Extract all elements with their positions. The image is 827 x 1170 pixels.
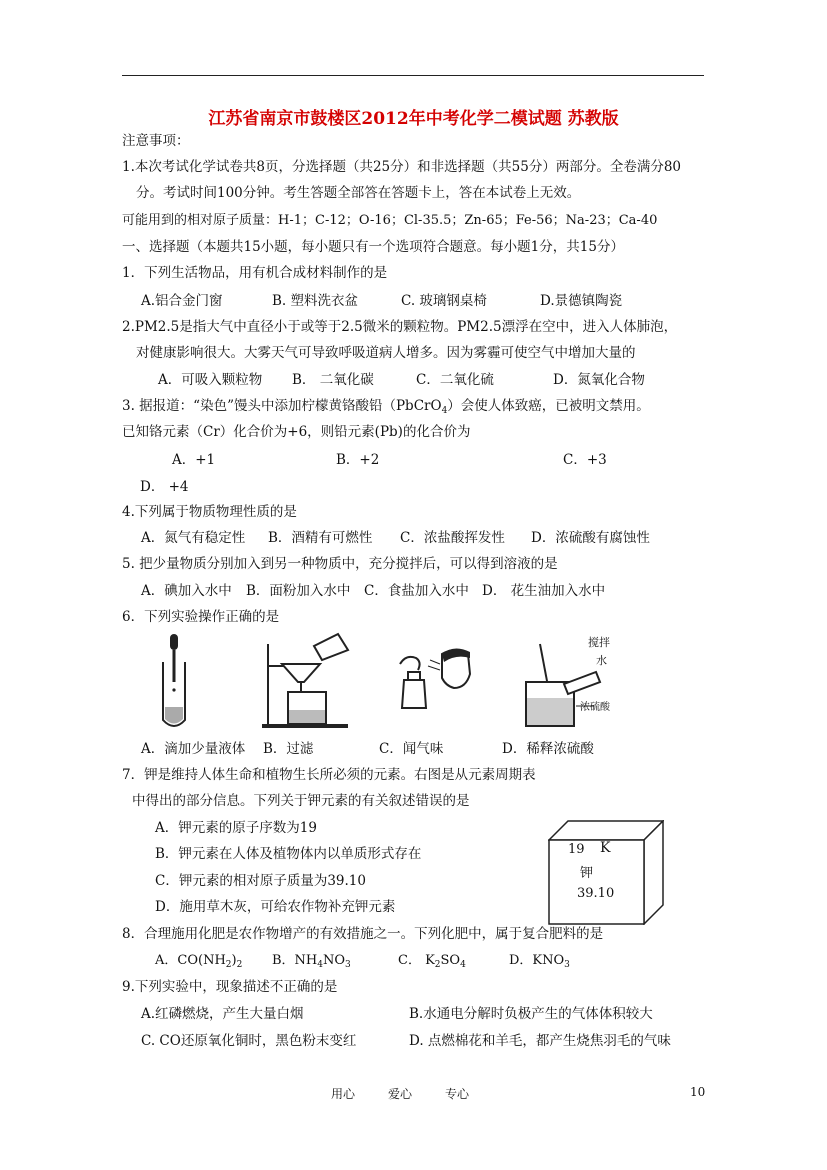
footer-motto-3: 专心	[445, 1087, 470, 1101]
dropper-test-tube-figure	[150, 632, 200, 732]
smelling-gas-figure	[392, 640, 482, 720]
element-symbol: K	[600, 840, 611, 856]
q4-option-a: A．氮气有稳定性	[141, 530, 246, 546]
q6-option-d: D．稀释浓硫酸	[502, 741, 594, 757]
q9-option-a: A.红磷燃烧，产生大量白烟	[141, 1006, 304, 1022]
water-label: 水	[596, 654, 607, 667]
q4-option-b: B．酒精有可燃性	[268, 530, 373, 546]
q3-option-c: C．+3	[563, 452, 607, 468]
q8-option-c: C． $K_2SO_4$	[398, 953, 466, 970]
exam-title: 江苏省南京市鼓楼区2012年中考化学二模试题 苏教版	[208, 109, 619, 129]
q8-option-d: D．$KNO_3$	[509, 953, 570, 970]
q7-option-d: D．施用草木灰，可给农作物补充钾元素	[155, 899, 396, 915]
q8-option-a: A．$CO(NH_2)_2$	[155, 953, 243, 970]
q7-option-a: A．钾元素的原子序数为19	[155, 820, 317, 836]
header-rule	[122, 75, 704, 76]
q5-option-c: C．食盐加入水中	[364, 583, 469, 599]
q4-stem: 4.下列属于物质物理性质的是	[122, 504, 297, 520]
q2-option-b: B． 二氧化碳	[292, 372, 374, 388]
footer-motto-1: 用心	[331, 1087, 356, 1101]
q3-stem-1: 3. 据报道：“染色”馒头中添加柠檬黄铬酸铅（PbCrO$_4$）会使人体致癌，已被明文禁用。	[122, 398, 650, 416]
element-cube-outline	[548, 820, 664, 925]
element-number: 19	[568, 842, 585, 857]
q3-option-a: A．+1	[172, 452, 216, 468]
q9-stem: 9.下列实验中，现象描述不正确的是	[122, 979, 338, 995]
q6-option-b: B．过滤	[263, 741, 314, 757]
section-heading: 一、选择题（本题共15小题，每小题只有一个选项符合题意。每小题1分，共15分）	[122, 239, 624, 255]
notice-line-2: 分。考试时间100分钟。考生答题全部答在答题卡上，答在本试卷上无效。	[136, 185, 581, 201]
q9-option-b: B.水通电分解时负极产生的气体体积较大	[409, 1006, 653, 1022]
q6-option-c: C．闻气味	[379, 741, 444, 757]
element-mass: 39.10	[577, 886, 615, 901]
q6-option-a: A．滴加少量液体	[141, 741, 246, 757]
q1-option-d: D.景德镇陶瓷	[540, 293, 623, 309]
q3-option-b: B．+2	[336, 452, 380, 468]
q3-stem-2: 已知铬元素（Cr）化合价为+6，则铅元素(Pb)的化合价为	[122, 424, 471, 440]
q3-option-d: D． +4	[140, 479, 189, 495]
q5-option-a: A．碘加入水中	[141, 583, 232, 599]
q7-stem-1: 7．钾是维持人体生命和植物生长所必须的元素。右图是从元素周期表	[122, 767, 536, 783]
q5-option-d: D． 花生油加入水中	[482, 583, 606, 599]
element-name: 钾	[580, 866, 594, 881]
q2-option-d: D．氮氧化合物	[553, 372, 645, 388]
q7-option-b: B．钾元素在人体及植物体内以单质形式存在	[155, 846, 422, 862]
q4-option-c: C．浓盐酸挥发性	[400, 530, 505, 546]
q7-stem-2: 中得出的部分信息。下列关于钾元素的有关叙述错误的是	[132, 793, 470, 809]
notice-heading: 注意事项：	[122, 133, 190, 149]
q2-stem-1: 2.PM2.5是指大气中直径小于或等于2.5微米的颗粒物。PM2.5漂浮在空中，进入人体肺泡，	[122, 319, 678, 335]
notice-line-1: 1.本次考试化学试卷共8页，分选择题（共25分）和非选择题（共55分）两部分。全卷满分80	[122, 159, 682, 175]
q1-option-a: A.铝合金门窗	[141, 293, 223, 309]
footer-motto-2: 爱心	[388, 1087, 413, 1101]
q8-option-b: B．$NH_4NO_3$	[272, 953, 351, 970]
q1-stem: 1．下列生活物品，用有机合成材料制作的是	[122, 265, 388, 281]
q1-option-c: C. 玻璃钢桌椅	[401, 293, 487, 309]
q9-option-d: D. 点燃棉花和羊毛，都产生烧焦羽毛的气味	[409, 1033, 671, 1049]
q4-option-d: D．浓硫酸有腐蚀性	[531, 530, 650, 546]
q6-stem: 6．下列实验操作正确的是	[122, 609, 280, 625]
q5-option-b: B．面粉加入水中	[246, 583, 351, 599]
potassium-element-card	[548, 820, 664, 925]
q7-option-c: C．钾元素的相对原子质量为39.10	[155, 873, 366, 889]
acid-label: 浓硫酸	[580, 702, 610, 713]
q1-option-b: B. 塑料洗衣盆	[272, 293, 359, 309]
q2-option-c: C．二氧化硫	[416, 372, 494, 388]
dilute-acid-figure	[520, 632, 640, 732]
filtration-figure	[258, 630, 358, 730]
q2-option-a: A．可吸入颗粒物	[158, 372, 263, 388]
q2-stem-2: 对健康影响很大。大雾天气可导致呼吸道病人增多。因为雾霾可使空气中增加大量的	[136, 345, 636, 361]
q8-stem: 8．合理施用化肥是农作物增产的有效措施之一。下列化肥中，属于复合肥料的是	[122, 926, 604, 942]
stir-label: 搅拌	[588, 636, 610, 649]
q5-stem: 5. 把少量物质分别加入到另一种物质中，充分搅拌后，可以得到溶液的是	[122, 556, 558, 572]
q9-option-c: C. CO还原氧化铜时，黑色粉末变红	[141, 1033, 357, 1049]
atomic-masses: 可能用到的相对原子质量：H-1；C-12；O-16；Cl-35.5；Zn-65；Fe-56；Na-23；Ca-40	[122, 213, 658, 228]
page-number: 10	[690, 1085, 706, 1099]
